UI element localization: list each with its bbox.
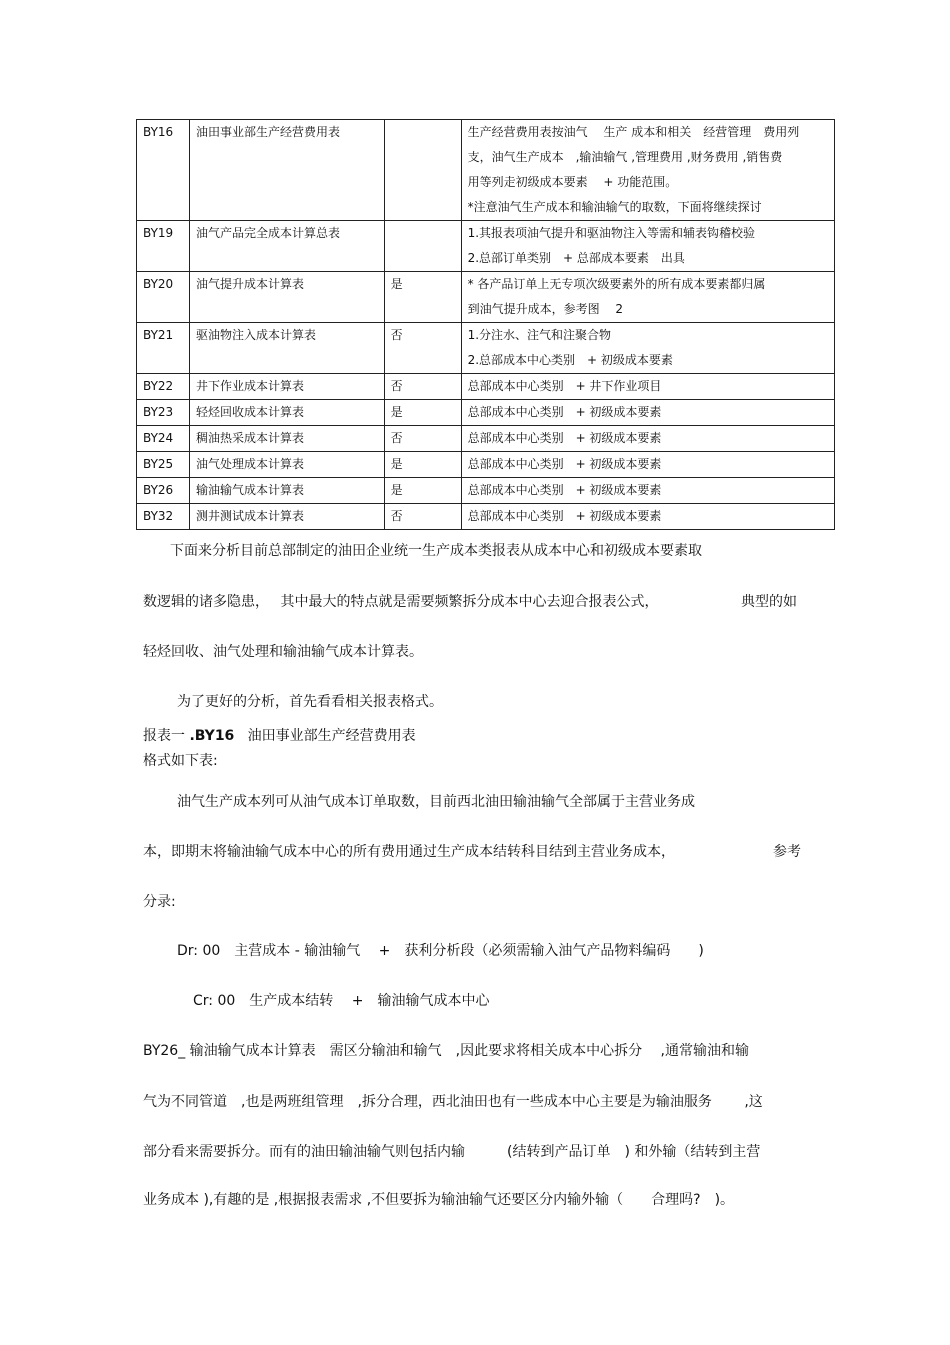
report-code: BY19 [137, 221, 190, 272]
table-row [137, 478, 835, 504]
paragraph-1-line-2-end: 典型的如 [741, 594, 797, 610]
report-code: BY22 [137, 374, 190, 400]
table-row [137, 272, 835, 323]
report-notes [461, 221, 834, 272]
table-row [137, 452, 835, 478]
journal-credit: Cr: 00 生产成本结转 + 输油输气成本中心 [193, 993, 490, 1009]
note-line: *注意油气生产成本和输油输气的取数，下面将继续探讨 [467, 200, 762, 214]
paragraph-3-line-3: 分录: [143, 894, 176, 910]
paragraph-2: 为了更好的分析，首先看看相关报表格式。 [177, 694, 443, 710]
report-name: 测井测试成本计算表 [189, 504, 384, 530]
report-name: 轻烃回收成本计算表 [189, 400, 384, 426]
table-row [137, 323, 835, 374]
report-name: 油气提升成本计算表 [189, 272, 384, 323]
paragraph-4-line-2: 气为不同管道 ,也是两班组管理 ,拆分合理，西北油田也有一些成本中心主要是为输油服务 ,这 [143, 1094, 763, 1110]
report-notes [461, 452, 834, 478]
cost-flag: 是 [384, 272, 461, 323]
report-name: 油田事业部生产经营费用表 [189, 120, 384, 221]
note-line: 2.总部订单类别 + 总部成本要素 出具 [467, 251, 685, 265]
report-heading-prefix: 报表一 [143, 728, 190, 744]
report-name: 驱油物注入成本计算表 [189, 323, 384, 374]
format-label: 格式如下表: [143, 753, 218, 769]
cost-flag: 否 [384, 426, 461, 452]
report-notes [461, 426, 834, 452]
paragraph-1-line-1: 下面来分析目前总部制定的油田企业统一生产成本类报表从成本中心和初级成本要素取 [170, 543, 702, 559]
paragraph-3-line-1: 油气生产成本列可从油气成本订单取数，目前西北油田输油输气全部属于主营业务成 [177, 794, 695, 810]
report-code: BY24 [137, 426, 190, 452]
paragraph-4-line-4: 业务成本 ),有趣的是 ,根据报表需求 ,不但要拆为输油输气还要区分内输外输（ 合理吗? )。 [143, 1192, 735, 1208]
report-table-body [137, 120, 835, 530]
report-code: BY23 [137, 400, 190, 426]
report-name: 油气处理成本计算表 [189, 452, 384, 478]
note-line: 总部成本中心类别 + 初级成本要素 [467, 483, 662, 497]
report-name: 输油输气成本计算表 [189, 478, 384, 504]
cost-flag: 否 [384, 504, 461, 530]
table-row [137, 221, 835, 272]
note-line: 用等列走初级成本要素 + 功能范围。 [467, 175, 678, 189]
report-notes [461, 478, 834, 504]
report-notes [461, 400, 834, 426]
note-line: 生产经营费用表按油气 生产 成本和相关 经营管理 费用列 [467, 125, 800, 139]
journal-debit: Dr: 00 主营成本 - 输油输气 + 获利分析段（必须需输入油气产品物料编码 ) [177, 943, 704, 959]
paragraph-1-line-2: 数逻辑的诸多隐患， 其中最大的特点就是需要频繁拆分成本中心去迎合报表公式， [143, 594, 659, 610]
report-name: 油气产品完全成本计算总表 [189, 221, 384, 272]
report-name: 井下作业成本计算表 [189, 374, 384, 400]
report-code: BY21 [137, 323, 190, 374]
cost-flag [384, 221, 461, 272]
report-heading-code: .BY16 [189, 728, 235, 744]
cost-flag [384, 120, 461, 221]
report-code: BY16 [137, 120, 190, 221]
note-line: 到油气提升成本，参考图 2 [467, 302, 624, 316]
note-line: 支，油气生产成本 ,输油输气 ,管理费用 ,财务费用 ,销售费 [467, 150, 783, 164]
report-notes [461, 323, 834, 374]
report-code: BY25 [137, 452, 190, 478]
report-heading-title: 油田事业部生产经营费用表 [247, 728, 416, 744]
table-row [137, 504, 835, 530]
cost-flag: 是 [384, 400, 461, 426]
report-heading [143, 727, 416, 745]
paragraph-1-line-3: 轻烃回收、油气处理和输油输气成本计算表。 [143, 644, 423, 660]
note-line: * 各产品订单上无专项次级要素外的所有成本要素都归属 [467, 277, 766, 291]
note-line: 总部成本中心类别 + 初级成本要素 [467, 405, 662, 419]
report-code: BY32 [137, 504, 190, 530]
table-row [137, 426, 835, 452]
note-line: 总部成本中心类别 + 井下作业项目 [467, 379, 662, 393]
report-table [136, 119, 835, 530]
note-line: 1.分注水、注气和注聚合物 [467, 328, 612, 342]
table-row [137, 120, 835, 221]
report-code: BY20 [137, 272, 190, 323]
cost-flag: 是 [384, 452, 461, 478]
note-line: 1.其报表项油气提升和驱油物注入等需和辅表钩稽校验 [467, 226, 756, 240]
report-notes [461, 272, 834, 323]
paragraph-4-line-1: BY26_ 输油输气成本计算表 需区分输油和输气 ,因此要求将相关成本中心拆分 ,通常输油和输 [143, 1043, 750, 1059]
note-line: 总部成本中心类别 + 初级成本要素 [467, 457, 662, 471]
note-line: 总部成本中心类别 + 初级成本要素 [467, 431, 662, 445]
paragraph-3-line-2-end: 参考 [773, 844, 801, 860]
paragraph-3-line-2: 本，即期末将输油输气成本中心的所有费用通过生产成本结转科目结到主营业务成本， [143, 844, 675, 860]
note-line: 2.总部成本中心类别 + 初级成本要素 [467, 353, 673, 367]
table-row [137, 400, 835, 426]
report-notes [461, 504, 834, 530]
cost-flag: 否 [384, 374, 461, 400]
report-notes [461, 120, 834, 221]
report-code: BY26 [137, 478, 190, 504]
note-line: 总部成本中心类别 + 初级成本要素 [467, 509, 662, 523]
cost-flag: 否 [384, 323, 461, 374]
report-notes [461, 374, 834, 400]
table-row [137, 374, 835, 400]
paragraph-4-line-3: 部分看来需要拆分。而有的油田输油输气则包括内输 (结转到产品订单 ) 和外输（结转到主营 [143, 1144, 761, 1160]
report-name: 稠油热采成本计算表 [189, 426, 384, 452]
cost-flag: 是 [384, 478, 461, 504]
